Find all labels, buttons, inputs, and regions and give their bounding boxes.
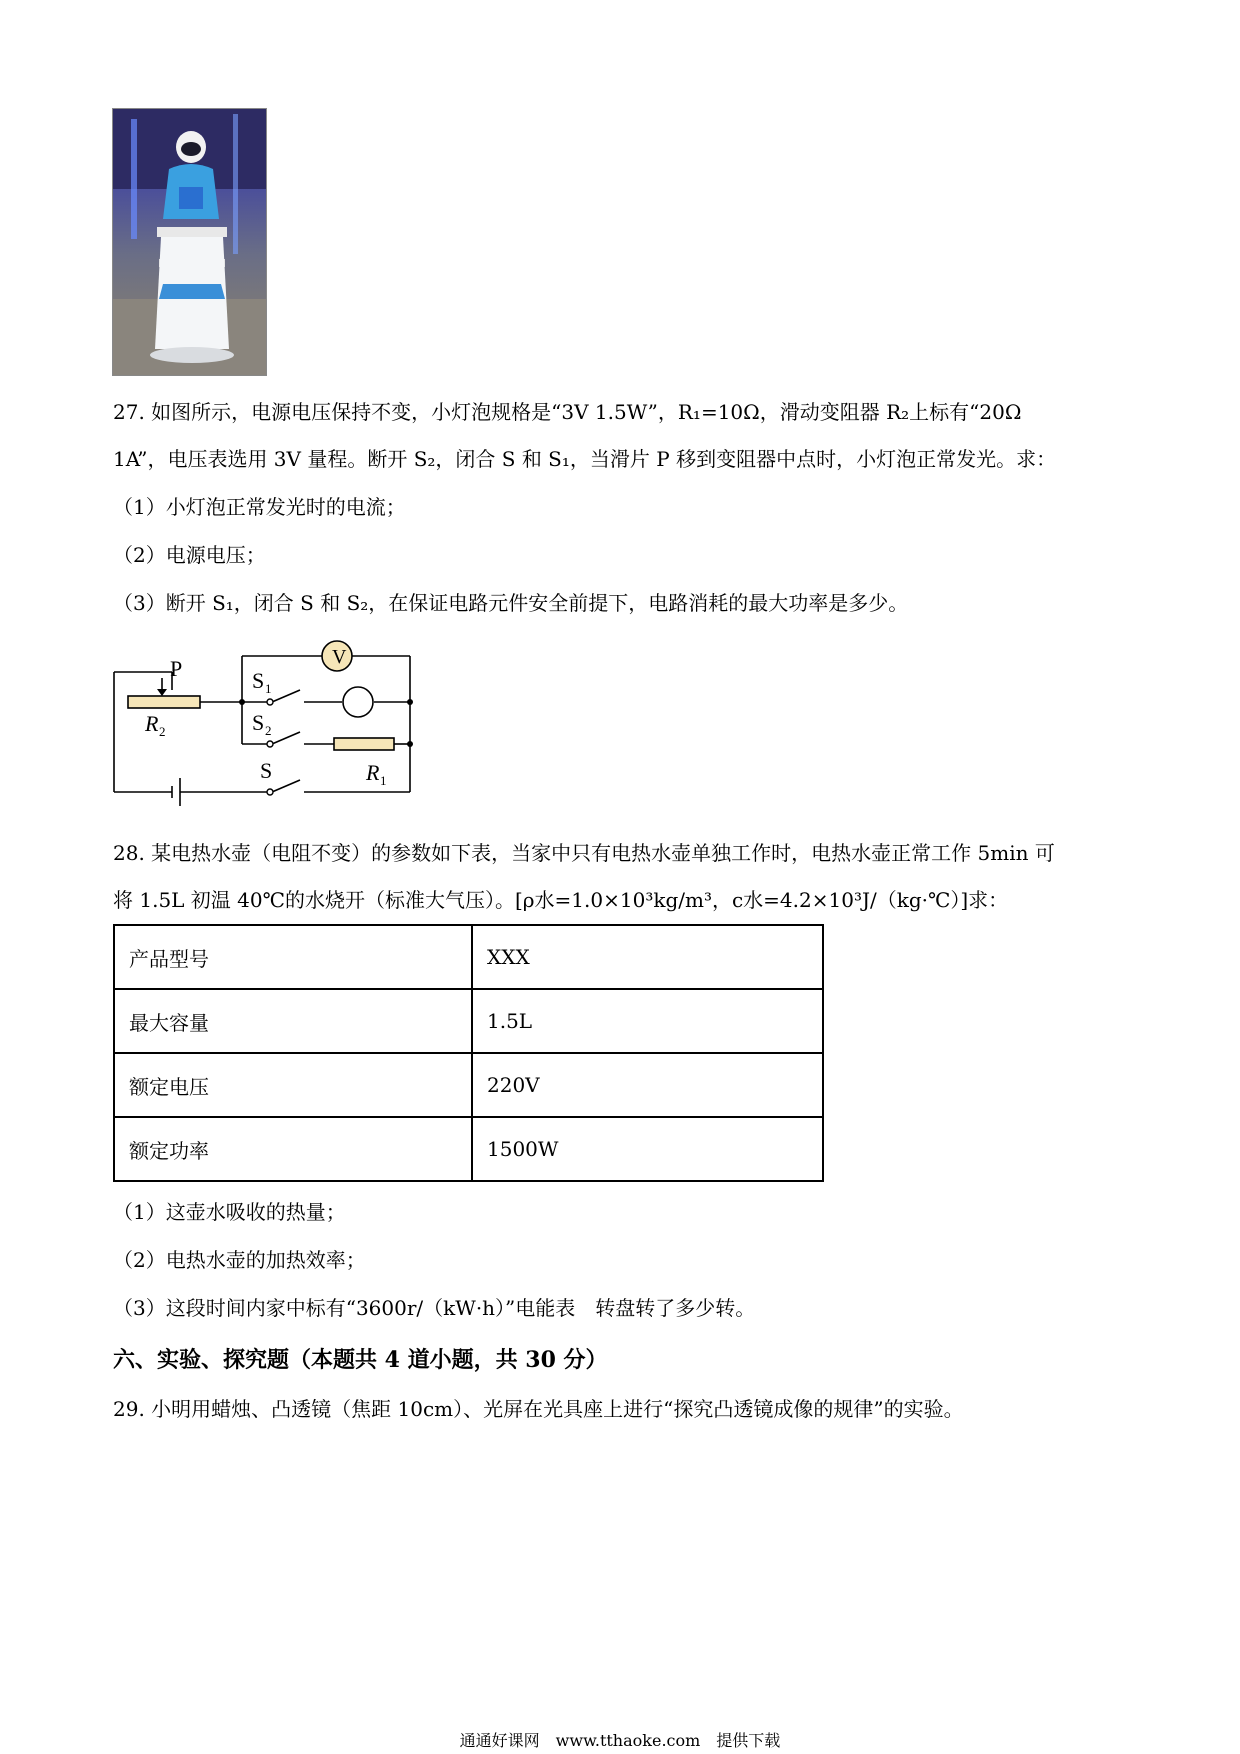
- q28-line2: 将 1.5L 初温 40℃的水烧开（标准大气压）。[ρ水=1.0×10³kg/m³，c水=4.2×10³J/（kg·℃）]求：: [113, 888, 1009, 912]
- circuit-label-s1: S: [252, 668, 265, 693]
- q29-line1: 29. 小明用蜡烛、凸透镜（焦距 10cm）、光屏在光具座上进行“探究凸透镜成像的规律”的实验。: [113, 1397, 964, 1421]
- robot-photo: [112, 108, 267, 376]
- circuit-diagram: [112, 640, 432, 810]
- q27-sub2: （2）电源电压；: [113, 543, 266, 567]
- table-cell: 额定电压: [114, 1053, 472, 1117]
- q28-sub1: （1）这壶水吸收的热量；: [113, 1200, 346, 1224]
- kettle-spec-table: [113, 924, 824, 1182]
- page-footer: 通通好课网 www.tthaoke.com 提供下载: [459, 1731, 781, 1750]
- table-cell: XXX: [472, 925, 823, 989]
- table-row: [114, 1053, 823, 1117]
- table-row: [114, 925, 823, 989]
- table-cell: 最大容量: [114, 989, 472, 1053]
- circuit-label-p: P: [170, 656, 183, 681]
- table-cell: 1500W: [472, 1117, 823, 1181]
- table-cell: 220V: [472, 1053, 823, 1117]
- circuit-label-s: S: [260, 758, 273, 783]
- circuit-label-r2-sub: 2: [159, 724, 166, 739]
- q27-sub3: （3）断开 S₁，闭合 S 和 S₂，在保证电路元件安全前提下，电路消耗的最大功率是多少。: [113, 591, 909, 615]
- table-cell: 产品型号: [114, 925, 472, 989]
- circuit-label-s2: S: [252, 710, 265, 735]
- table-row: [114, 989, 823, 1053]
- q28-sub2: （2）电热水壶的加热效率；: [113, 1248, 366, 1272]
- table-cell: 额定功率: [114, 1117, 472, 1181]
- circuit-label-v: V: [332, 646, 347, 668]
- q27-sub1: （1）小灯泡正常发光时的电流；: [113, 495, 406, 519]
- q27-line2: 1A”，电压表选用 3V 量程。断开 S₂，闭合 S 和 S₁，当滑片 P 移到变阻器中点时，小灯泡正常发光。求：: [113, 447, 1057, 471]
- q28-sub3: （3）这段时间内家中标有“3600r/（kW·h）”电能表 转盘转了多少转。: [113, 1296, 756, 1320]
- circuit-label-r1: R: [366, 760, 380, 785]
- table-cell: 1.5L: [472, 989, 823, 1053]
- q27-line1: 27. 如图所示，电源电压保持不变，小灯泡规格是“3V 1.5W”，R₁=10Ω，滑动变阻器 R₂上标有“20Ω: [113, 400, 1022, 424]
- section-heading: 六、实验、探究题（本题共 4 道小题，共 30 分）: [113, 1347, 608, 1373]
- circuit-label-s2-sub: 2: [265, 723, 272, 738]
- table-row: [114, 1117, 823, 1181]
- q28-line1: 28. 某电热水壶（电阻不变）的参数如下表，当家中只有电热水壶单独工作时，电热水壶正常工作 5min 可: [113, 841, 1055, 865]
- circuit-label-s1-sub: 1: [265, 681, 272, 696]
- circuit-label-r1-sub: 1: [380, 773, 387, 788]
- circuit-label-r2: R: [145, 711, 159, 736]
